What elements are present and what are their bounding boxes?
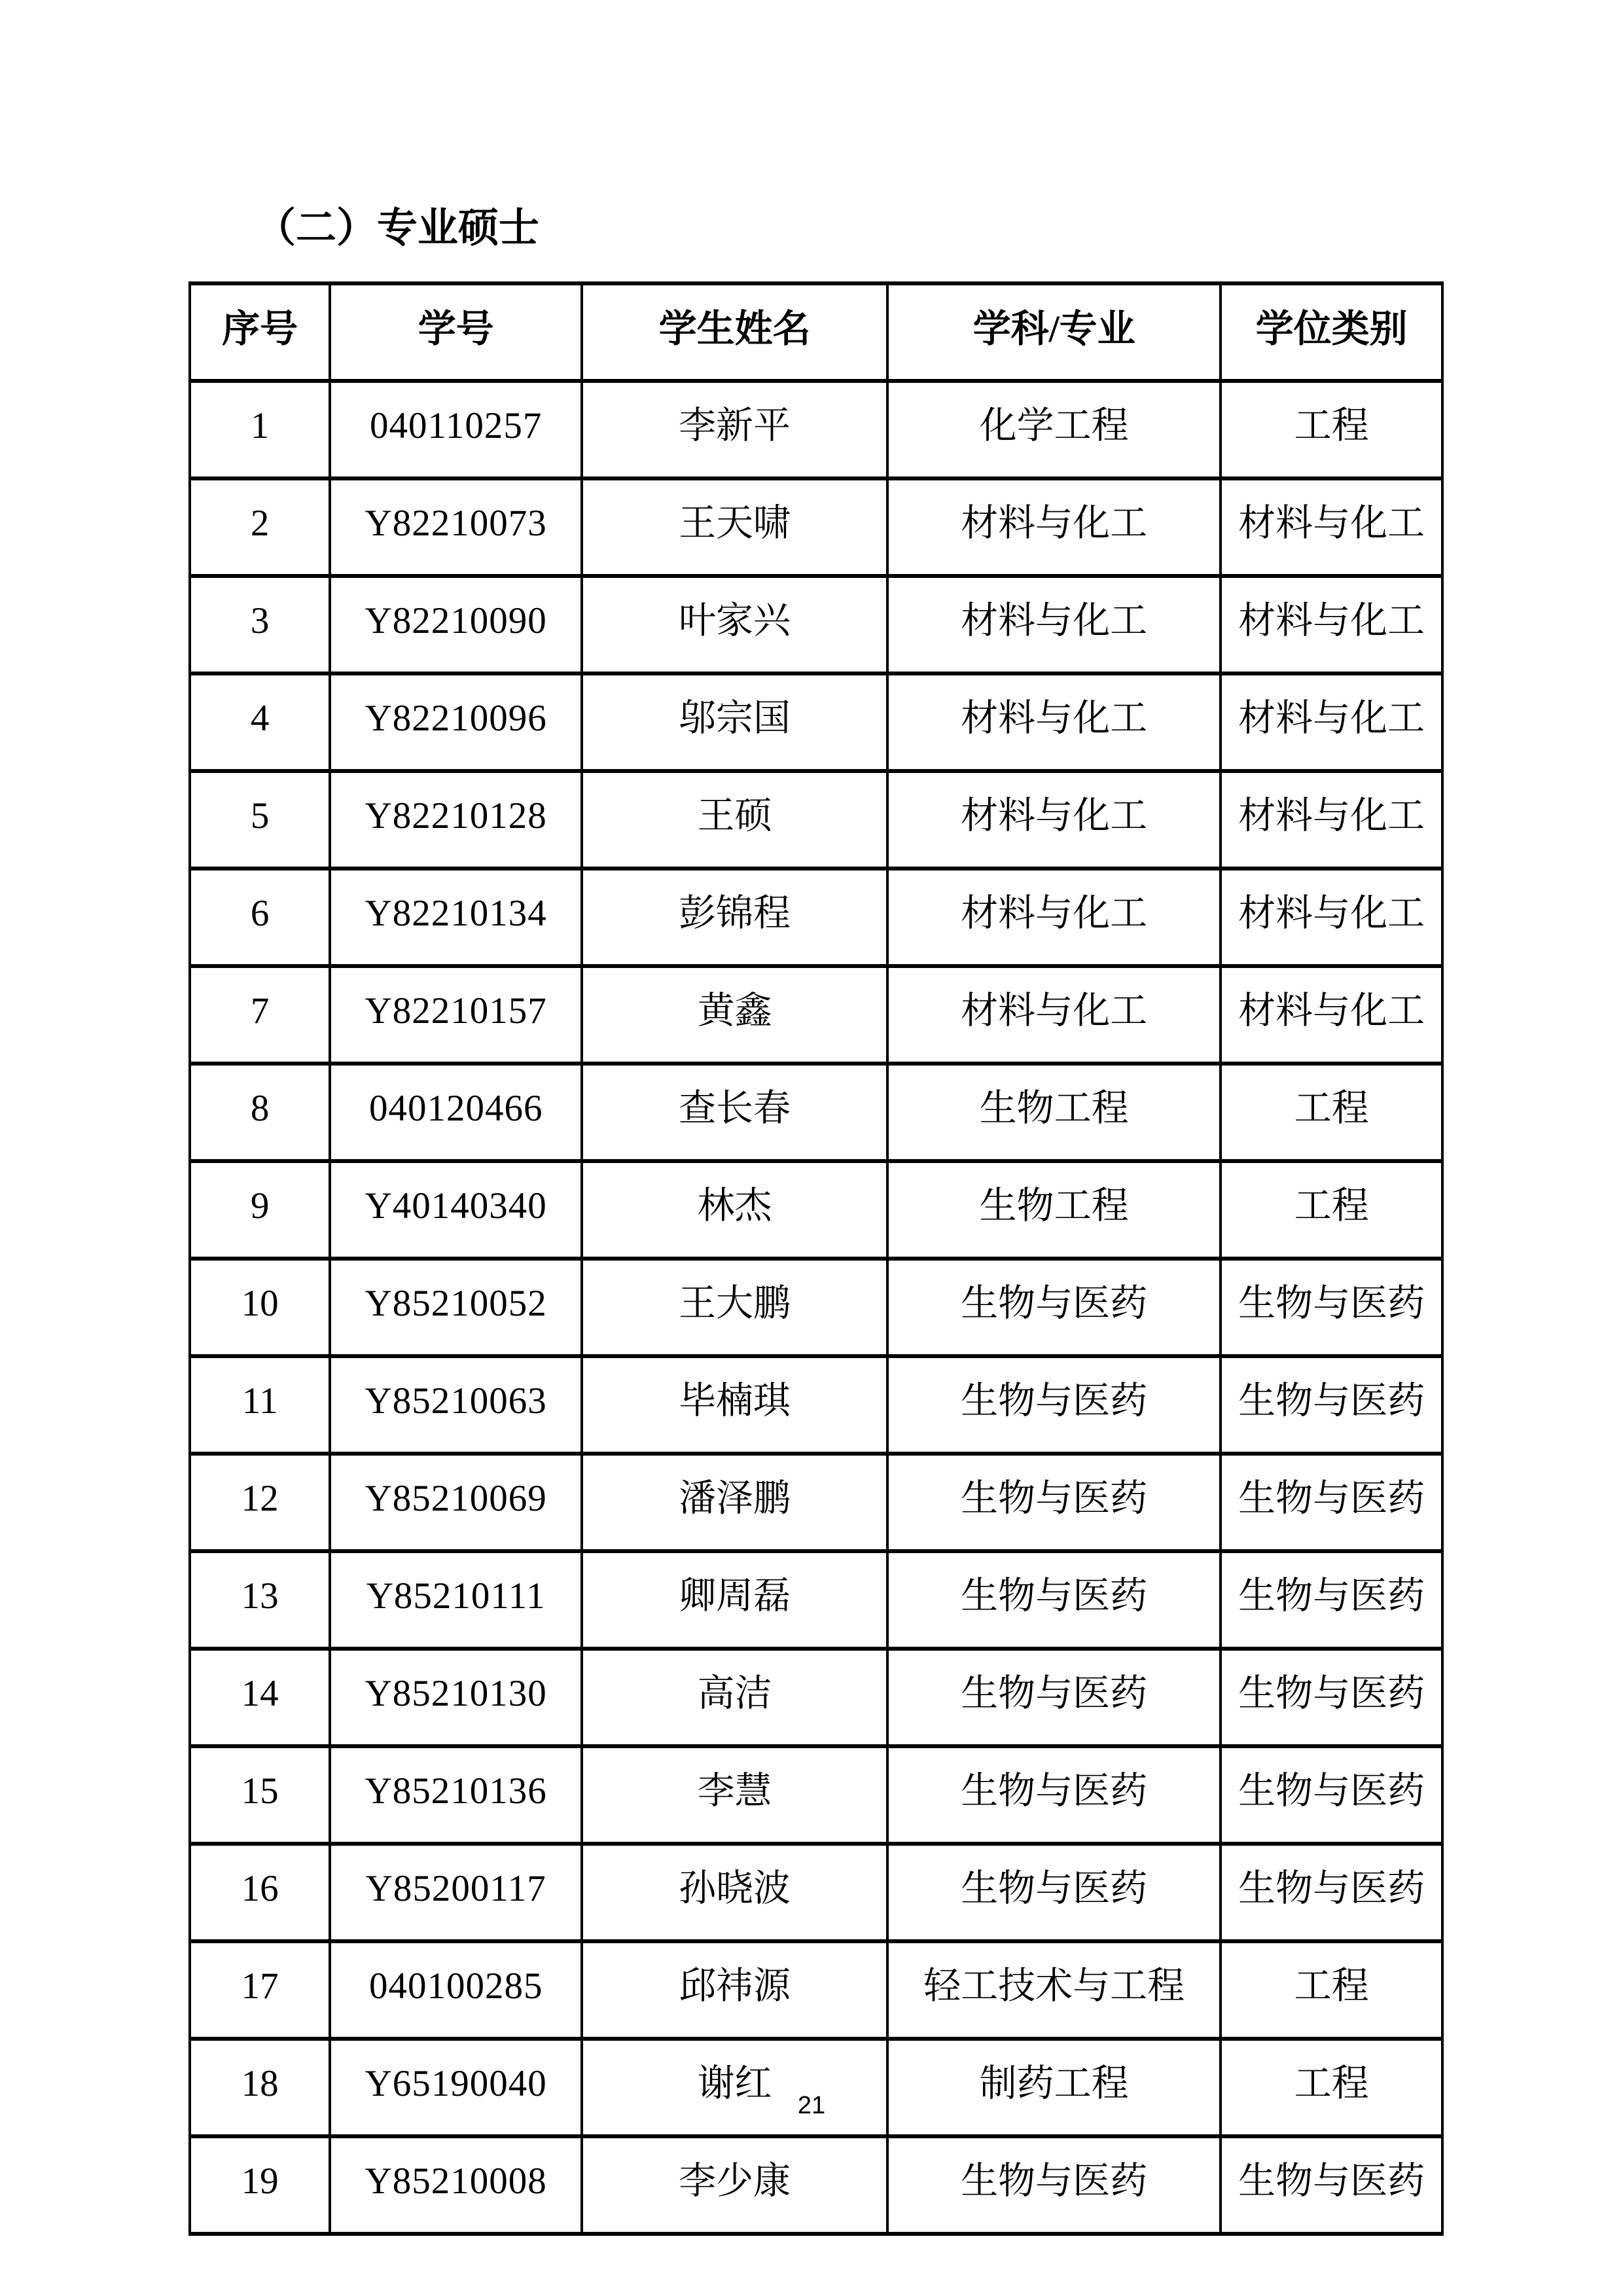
cell-degree-type: 生物与医药 [1221, 1844, 1442, 1941]
cell-student-name: 李慧 [582, 1746, 887, 1844]
cell-major: 化学工程 [887, 381, 1221, 478]
cell-student-name: 黄鑫 [582, 966, 887, 1064]
cell-student-name: 王硕 [582, 771, 887, 869]
cell-major: 生物工程 [887, 1161, 1221, 1259]
cell-seq: 3 [190, 576, 330, 673]
column-header-degree-type: 学位类别 [1221, 283, 1442, 381]
column-header-student-id: 学号 [330, 283, 582, 381]
cell-degree-type: 材料与化工 [1221, 869, 1442, 966]
cell-major: 生物与医药 [887, 1551, 1221, 1649]
table-row [190, 869, 1442, 966]
cell-student-id: Y85210130 [330, 1649, 582, 1746]
header-row [190, 283, 1442, 381]
cell-seq: 14 [190, 1649, 330, 1746]
cell-major: 生物与医药 [887, 2136, 1221, 2234]
cell-degree-type: 生物与医药 [1221, 1454, 1442, 1551]
cell-major: 制药工程 [887, 2039, 1221, 2136]
cell-major: 生物与医药 [887, 1454, 1221, 1551]
cell-major: 材料与化工 [887, 869, 1221, 966]
table-row [190, 1746, 1442, 1844]
table-row [190, 1941, 1442, 2039]
cell-degree-type: 材料与化工 [1221, 673, 1442, 771]
column-header-major: 学科/专业 [887, 283, 1221, 381]
cell-seq: 2 [190, 478, 330, 576]
cell-degree-type: 工程 [1221, 1064, 1442, 1161]
cell-student-name: 李少康 [582, 2136, 887, 2234]
cell-student-id: Y82210134 [330, 869, 582, 966]
cell-degree-type: 工程 [1221, 381, 1442, 478]
cell-major: 材料与化工 [887, 478, 1221, 576]
cell-student-name: 彭锦程 [582, 869, 887, 966]
cell-student-id: Y85210008 [330, 2136, 582, 2234]
cell-student-id: Y85210136 [330, 1746, 582, 1844]
column-header-name: 学生姓名 [582, 283, 887, 381]
cell-degree-type: 材料与化工 [1221, 771, 1442, 869]
cell-student-id: Y85200117 [330, 1844, 582, 1941]
cell-degree-type: 生物与医药 [1221, 1356, 1442, 1454]
cell-student-name: 李新平 [582, 381, 887, 478]
cell-student-id: Y85210069 [330, 1454, 582, 1551]
cell-student-name: 邬宗国 [582, 673, 887, 771]
cell-student-name: 谢红 [582, 2039, 887, 2136]
cell-seq: 1 [190, 381, 330, 478]
cell-seq: 4 [190, 673, 330, 771]
table-row [190, 771, 1442, 869]
cell-student-id: 040100285 [330, 1941, 582, 2039]
cell-student-name: 林杰 [582, 1161, 887, 1259]
table-row [190, 673, 1442, 771]
cell-seq: 9 [190, 1161, 330, 1259]
table-row [190, 2039, 1442, 2136]
student-roster-table [188, 281, 1444, 2236]
cell-student-name: 孙晓波 [582, 1844, 887, 1941]
cell-student-name: 卿周磊 [582, 1551, 887, 1649]
cell-seq: 16 [190, 1844, 330, 1941]
cell-major: 生物与医药 [887, 1844, 1221, 1941]
cell-degree-type: 生物与医药 [1221, 2136, 1442, 2234]
cell-student-id: Y85210063 [330, 1356, 582, 1454]
cell-degree-type: 生物与医药 [1221, 1649, 1442, 1746]
cell-student-name: 查长春 [582, 1064, 887, 1161]
cell-major: 生物与医药 [887, 1259, 1221, 1356]
cell-major: 材料与化工 [887, 771, 1221, 869]
cell-degree-type: 生物与医药 [1221, 1746, 1442, 1844]
table-row [190, 1064, 1442, 1161]
cell-seq: 18 [190, 2039, 330, 2136]
cell-seq: 13 [190, 1551, 330, 1649]
cell-major: 生物与医药 [887, 1649, 1221, 1746]
cell-degree-type: 生物与医药 [1221, 1551, 1442, 1649]
cell-seq: 12 [190, 1454, 330, 1551]
cell-student-id: Y40140340 [330, 1161, 582, 1259]
table-row [190, 576, 1442, 673]
cell-seq: 10 [190, 1259, 330, 1356]
table-row [190, 1259, 1442, 1356]
table-row [190, 1161, 1442, 1259]
cell-degree-type: 材料与化工 [1221, 966, 1442, 1064]
cell-major: 材料与化工 [887, 576, 1221, 673]
cell-student-id: Y85210052 [330, 1259, 582, 1356]
cell-seq: 6 [190, 869, 330, 966]
cell-seq: 15 [190, 1746, 330, 1844]
cell-student-id: Y82210090 [330, 576, 582, 673]
cell-seq: 8 [190, 1064, 330, 1161]
cell-student-name: 王大鹏 [582, 1259, 887, 1356]
cell-student-id: 040110257 [330, 381, 582, 478]
cell-degree-type: 工程 [1221, 1941, 1442, 2039]
cell-degree-type: 材料与化工 [1221, 478, 1442, 576]
cell-student-id: Y82210157 [330, 966, 582, 1064]
cell-student-name: 毕楠琪 [582, 1356, 887, 1454]
cell-student-name: 叶家兴 [582, 576, 887, 673]
cell-student-id: Y82210096 [330, 673, 582, 771]
cell-major: 材料与化工 [887, 673, 1221, 771]
table-row [190, 1551, 1442, 1649]
page-number: 21 [797, 2092, 826, 2119]
table-row [190, 1649, 1442, 1746]
table-row [190, 381, 1442, 478]
cell-major: 轻工技术与工程 [887, 1941, 1221, 2039]
cell-degree-type: 材料与化工 [1221, 576, 1442, 673]
cell-seq: 7 [190, 966, 330, 1064]
cell-student-id: Y65190040 [330, 2039, 582, 2136]
cell-student-id: Y85210111 [330, 1551, 582, 1649]
cell-major: 生物与医药 [887, 1356, 1221, 1454]
cell-student-name: 邱祎源 [582, 1941, 887, 2039]
cell-student-id: Y82210128 [330, 771, 582, 869]
cell-student-name: 王天啸 [582, 478, 887, 576]
section-title: （二）专业硕士 [255, 206, 540, 251]
cell-student-id: Y82210073 [330, 478, 582, 576]
table-row [190, 1454, 1442, 1551]
cell-seq: 19 [190, 2136, 330, 2234]
cell-major: 生物与医药 [887, 1746, 1221, 1844]
cell-student-id: 040120466 [330, 1064, 582, 1161]
table-row [190, 966, 1442, 1064]
table-row [190, 1844, 1442, 1941]
cell-degree-type: 工程 [1221, 2039, 1442, 2136]
table-row [190, 2136, 1442, 2234]
table-row [190, 478, 1442, 576]
cell-seq: 17 [190, 1941, 330, 2039]
column-header-seq: 序号 [190, 283, 330, 381]
cell-major: 材料与化工 [887, 966, 1221, 1064]
cell-degree-type: 生物与医药 [1221, 1259, 1442, 1356]
cell-major: 生物工程 [887, 1064, 1221, 1161]
cell-seq: 11 [190, 1356, 330, 1454]
table-row [190, 1356, 1442, 1454]
cell-student-name: 高洁 [582, 1649, 887, 1746]
cell-student-name: 潘泽鹏 [582, 1454, 887, 1551]
cell-degree-type: 工程 [1221, 1161, 1442, 1259]
cell-seq: 5 [190, 771, 330, 869]
